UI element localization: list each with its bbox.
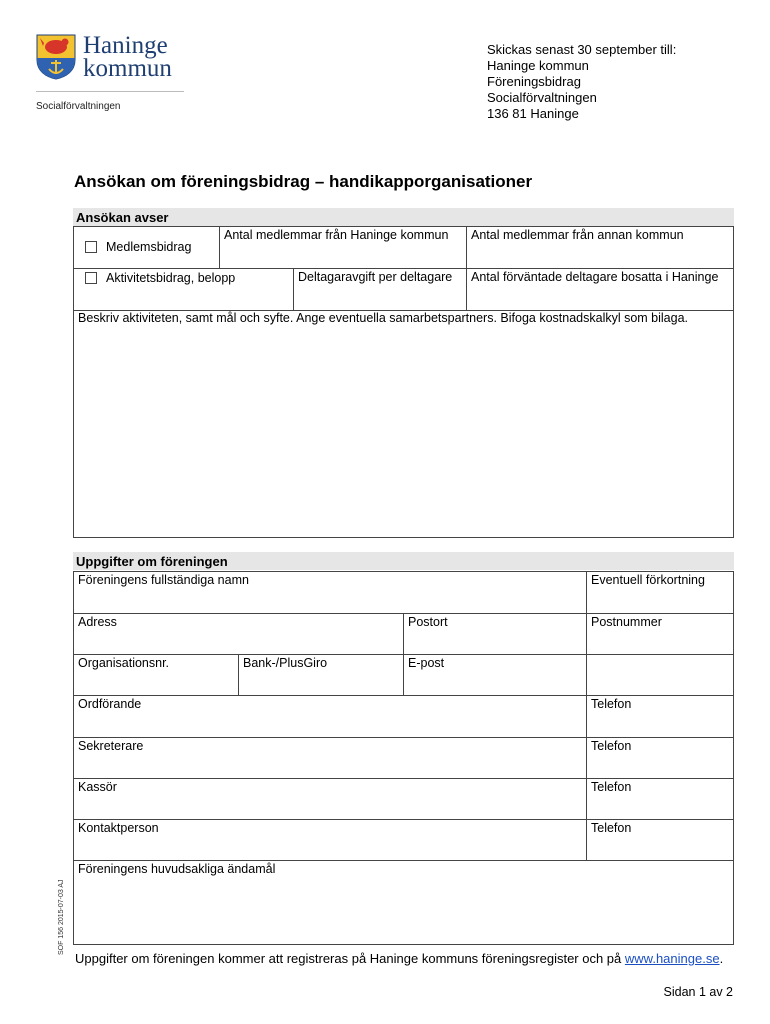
medlemsbidrag-label: Medlemsbidrag <box>106 240 192 254</box>
full-name-field[interactable]: Föreningens fullständiga namn <box>78 573 249 587</box>
footer-text: Uppgifter om föreningen kommer att registreras på Haninge kommuns föreningsregister och på <box>75 951 625 966</box>
chair-phone-field[interactable]: Telefon <box>591 697 632 711</box>
section-heading-uppgifter: Uppgifter om föreningen <box>73 552 734 570</box>
medlemsbidrag-checkbox[interactable] <box>85 241 97 253</box>
contact-phone-field[interactable]: Telefon <box>591 821 632 835</box>
expected-participants-field[interactable]: Antal förväntade deltagare bosatta i Haninge <box>471 270 719 284</box>
fee-field[interactable]: Deltagaravgift per deltagare <box>298 270 453 284</box>
address-line: Skickas senast 30 september till: <box>487 42 677 57</box>
bank-field[interactable]: Bank-/PlusGiro <box>243 656 328 670</box>
logo-text-kommun: kommun <box>83 55 172 82</box>
page-number: Sidan 1 av 2 <box>663 985 733 999</box>
logo-divider <box>36 91 184 92</box>
haninge-coat-of-arms-icon <box>36 34 76 80</box>
address-line: Haninge kommun <box>487 58 589 73</box>
form-title: Ansökan om föreningsbidrag – handikapporganisationer <box>74 172 533 191</box>
postort-field[interactable]: Postort <box>408 615 448 629</box>
members-other-field[interactable]: Antal medlemmar från annan kommun <box>471 228 684 242</box>
purpose-field[interactable]: Föreningens huvudsakliga ändamål <box>78 862 276 876</box>
treasurer-field[interactable]: Kassör <box>78 780 117 794</box>
abbreviation-field[interactable]: Eventuell förkortning <box>591 573 705 587</box>
footer-end: . <box>719 951 724 966</box>
chair-field[interactable]: Ordförande <box>78 697 142 711</box>
email-field[interactable]: E-post <box>408 656 445 670</box>
contact-field[interactable]: Kontaktperson <box>78 821 159 835</box>
department-name: Socialförvaltningen <box>36 101 121 112</box>
address-line: Socialförvaltningen <box>487 90 597 105</box>
orgnr-field[interactable]: Organisationsnr. <box>78 656 170 670</box>
mailing-address <box>487 42 676 122</box>
aktivitetsbidrag-label: Aktivitetsbidrag, belopp <box>106 271 236 285</box>
section-heading-ansokan-avser: Ansökan avser <box>73 208 734 226</box>
members-haninge-field[interactable]: Antal medlemmar från Haninge kommun <box>224 228 449 242</box>
treasurer-phone-field[interactable]: Telefon <box>591 780 632 794</box>
grid-line <box>586 571 587 695</box>
postnummer-field[interactable]: Postnummer <box>591 615 662 629</box>
aktivitetsbidrag-checkbox[interactable] <box>85 272 97 284</box>
address-field[interactable]: Adress <box>78 615 117 629</box>
form-code: SOF 156 2015-07-03 AJ <box>58 879 65 955</box>
address-line: 136 81 Haninge <box>487 106 579 121</box>
secretary-phone-field[interactable]: Telefon <box>591 739 632 753</box>
secretary-field[interactable]: Sekreterare <box>78 739 144 753</box>
footer-note <box>75 951 723 966</box>
activity-description-field[interactable]: Beskriv aktiviteten, samt mål och syfte. Ange eventuella samarbetspartners. Bifoga kostnadskalkyl som bilaga. <box>78 311 689 325</box>
haninge-link[interactable]: www.haninge.se <box>624 951 720 966</box>
logo-text-haninge: Haninge <box>83 32 168 59</box>
address-line: Föreningsbidrag <box>487 74 581 89</box>
